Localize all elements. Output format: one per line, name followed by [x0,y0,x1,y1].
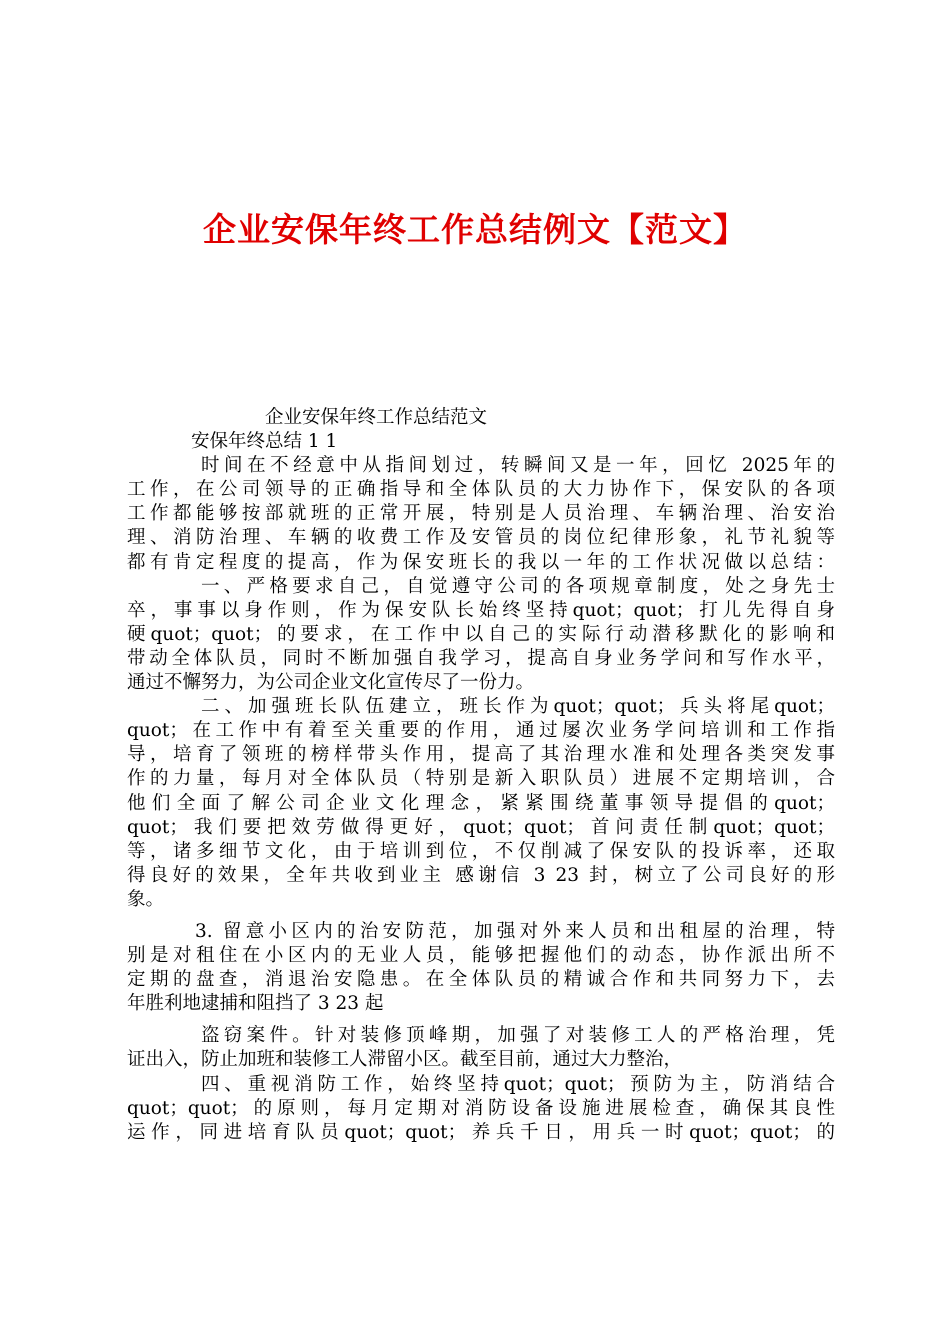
paragraph-line: 得良好的效果，全年共收到业主 感谢信 3 23 封，树立了公司良好的形 [127,864,835,886]
paragraph-line: 象。 [127,888,165,910]
paragraph-line: 3. 留意小区内的治安防范，加强对外来人员和出租屋的治理，特 [195,920,835,942]
paragraph-line: 别是对租住在小区内的无业人员，能够把握他们的动态，协作派出所不 [127,945,835,967]
paragraph-line: 一、严格要求自己，自觉遵守公司的各项规章制度，处之身先士 [201,575,835,597]
paragraph-line: 工作都能够按部就班的正常开展，特别是人员治理、车辆治理、治安治 [127,503,835,525]
paragraph-line: 他们全面了解公司企业文化理念，紧紧围绕董事领导提倡的quot； [127,792,835,814]
paragraph-line: quot；在工作中有着至关重要的作用，通过屡次业务学问培训和工作指 [127,720,835,742]
paragraph-line: 证出入，防止加班和装修工人滞留小区。截至目前，通过大力整治， [127,1049,683,1071]
paragraph-line: 理、消防治理、车辆的收费工作及安管员的岗位纪律形象，礼节礼貌等 [127,527,835,549]
paragraph-line: quot；我们要把效劳做得更好，quot；quot；首问责任制quot；quot； [127,816,835,838]
paragraph-line: 时间在不经意中从指间划过，转瞬间又是一年，回忆 2025年的 [201,455,835,477]
paragraph-line: 作的力量，每月对全体队员（特别是新入职队员）进展不定期培训，合 [127,768,835,790]
document-title: 企业安保年终工作总结例文【范文】 [203,210,747,249]
paragraph-line: 运作，同进培育队员quot；quot；养兵千日，用兵一时quot；quot；的 [127,1121,835,1143]
document-body [127,406,835,1145]
paragraph-line: 带动全体队员，同时不断加强自我学习，提高自身业务学问和写作水平， [127,647,835,669]
paragraph-line: 定期的盘查，消退治安隐患。在全体队员的精诚合作和共同努力下，去 [127,969,835,991]
paragraph-line: 年胜利地逮捕和阻挡了 3 23 起 [127,993,384,1015]
paragraph-line: 等，诸多细节文化，由于培训到位，不仅削减了保安队的投诉率，还取 [127,840,835,862]
paragraph-line: 二、加强班长队伍建立，班长作为quot；quot；兵头将尾quot； [201,696,835,718]
paragraph-line: 硬quot；quot；的要求，在工作中以自己的实际行动潜移默化的影响和 [127,623,835,645]
section-label: 安保年终总结 1 1 [191,431,338,453]
paragraph-line: 导，培育了领班的榜样带头作用，提高了其治理水准和处理各类突发事 [127,744,835,766]
paragraph-line: 卒，事事以身作则，作为保安队长始终坚持quot；quot；打儿先得自身 [127,599,835,621]
paragraph-line: quot；quot；的原则，每月定期对消防设备设施进展检查，确保其良性 [127,1097,835,1119]
paragraph-line: 盗窃案件。针对装修顶峰期，加强了对装修工人的严格治理，凭 [201,1025,835,1047]
paragraph-line: 通过不懈努力，为公司企业文化宣传尽了一份力。 [127,672,535,694]
paragraph-line: 四、重视消防工作，始终坚持quot；quot；预防为主，防消结合 [201,1073,835,1095]
paragraph-line: 工作，在公司领导的正确指导和全体队员的大力协作下，保安队的各项 [127,479,835,501]
paragraph-line: 都有肯定程度的提高，作为保安班长的我以一年的工作状况做以总结： [127,551,835,573]
document-subtitle: 企业安保年终工作总结范文 [265,407,488,428]
